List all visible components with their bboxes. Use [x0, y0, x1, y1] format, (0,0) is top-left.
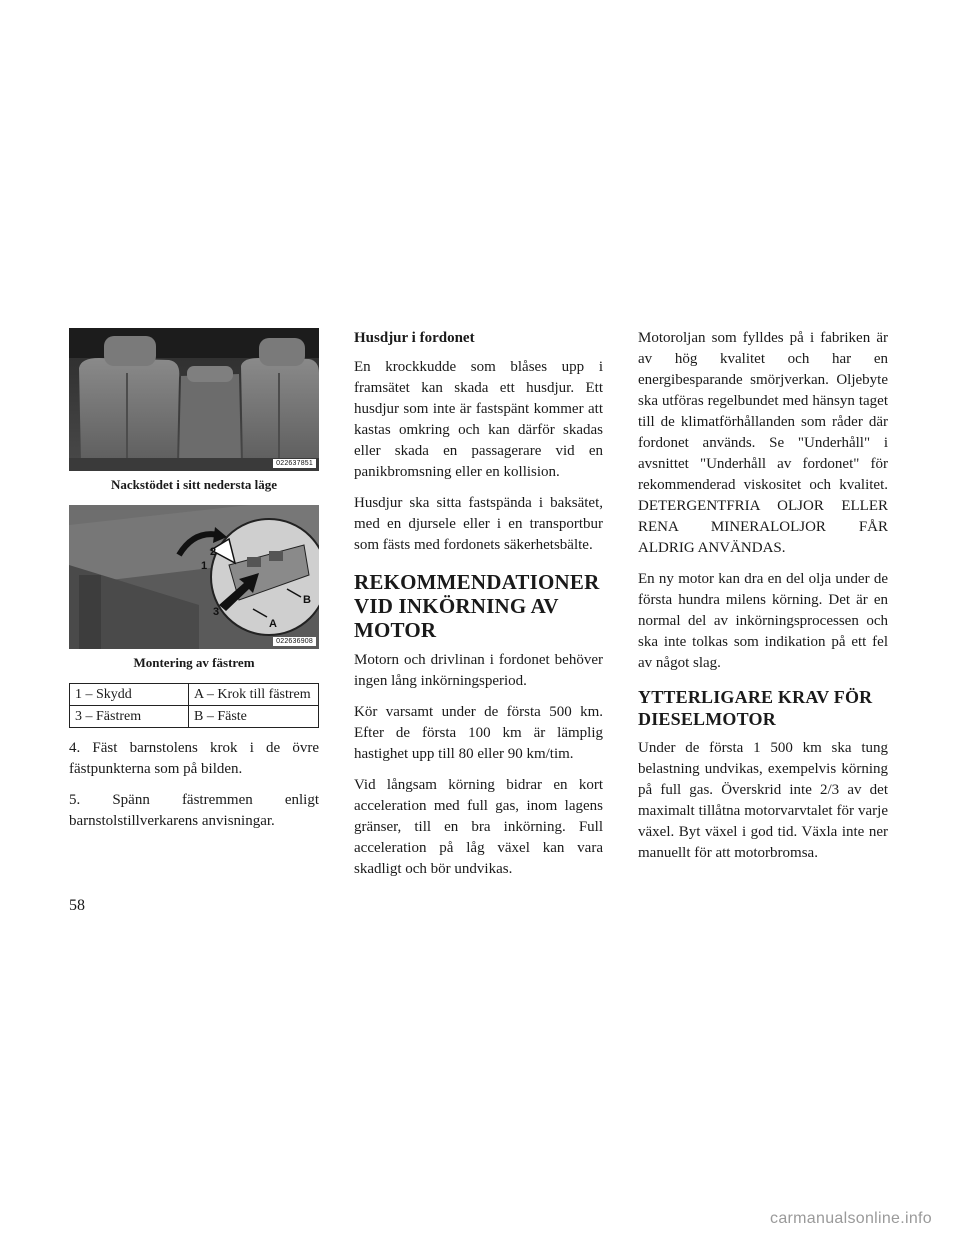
figure-caption: Montering av fästrem — [133, 655, 255, 670]
column-right — [638, 328, 888, 874]
figure-caption: Nackstödet i sitt nedersta läge — [110, 477, 278, 492]
paragraph: Husdjur ska sitta fastspända i baksätet, med en djursele eller i en transportbur som fästs med fordonets säkerhetsbälte. — [354, 495, 603, 553]
paragraph: En krockkudde som blåses upp i framsätet kan skada ett husdjur. Ett husdjur som inte är fastspänt kommer att kastas omkring och kan därför skadas eller skada en passagerare vid en panikbromsning eller en kollision. — [354, 359, 603, 480]
column-left — [69, 328, 319, 842]
figure-code: 022636908 — [273, 637, 316, 646]
paragraph: En ny motor kan dra en del olja under de första hundra milens körning. Det är en normal del av inkörningsprocessen och ska inte tolkas som indikation på ett fel av något slag. — [638, 571, 888, 671]
legend-table — [69, 683, 319, 728]
legend-cell: A – Krok till fästrem — [189, 684, 319, 706]
subheading: Husdjur i fordonet — [354, 330, 475, 346]
paragraph: 5. Spänn fästremmen enligt barnstolstillverkarens anvisningar. — [69, 792, 319, 829]
label-1: 1 — [201, 560, 208, 572]
figure-code: 022637851 — [273, 459, 316, 468]
tether-strap-photo — [69, 505, 319, 649]
paragraph: Motoroljan som fylldes på i fabriken är av hög kvalitet och har en energibesparande smörjverkan. Oljebyte ska utföras regelbundet med hänsyn taget till de klimatförhållanden som råder där fordonet används. Se "Underhåll" i avsnittet "Underhåll av fordonet" för rekommenderad viskositet och kvalitet. DETERGENTFRIA OLJOR ELLER RENA MINERALOLJOR FÅR ALDRIG ANVÄNDAS. — [638, 330, 888, 556]
label-2: 2 — [210, 546, 217, 558]
table-row — [70, 706, 319, 728]
paragraph: Under de första 1 500 km ska tung belastning undvikas, exempelvis körning på full gas. Överskrid inte 2/3 av det maximalt tillåtna motorvarvtalet för varje växel. Byt växel i god tid. Växla inte ner manuellt för att motorbromsa. — [638, 740, 888, 861]
rear-seat-headrest-photo — [69, 328, 319, 471]
legend-cell: 1 – Skydd — [70, 684, 189, 706]
legend-cell: 3 – Fästrem — [70, 706, 189, 728]
tether-illustration — [69, 505, 319, 649]
section-heading: YTTERLIGARE KRAV FÖR DIESELMOTOR — [638, 687, 873, 729]
label-b: B — [303, 594, 311, 606]
table-row — [70, 684, 319, 706]
paragraph: Kör varsamt under de första 500 km. Efter de första 100 km är lämplig hastighet upp till 80 eller 90 km/tim. — [354, 704, 603, 762]
page-number: 58 — [69, 897, 85, 914]
paragraph: Motorn och drivlinan i fordonet behöver ingen lång inkörningsperiod. — [354, 652, 603, 689]
paragraph: 4. Fäst barnstolens krok i de övre fästpunkterna som på bilden. — [69, 740, 319, 777]
paragraph: Vid långsam körning bidrar en kort acceleration med full gas, inom lagens gränser, till en bra inkörning. Full acceleration på låg växel kan vara skadligt och bör undvikas. — [354, 777, 603, 877]
section-heading: REKOMMENDATIONER VID INKÖRNING AV MOTOR — [354, 570, 600, 642]
label-3: 3 — [213, 606, 220, 618]
column-middle — [354, 328, 603, 890]
watermark: carmanualsonline.info — [770, 1210, 932, 1227]
headrest-illustration — [69, 328, 319, 471]
label-a: A — [269, 618, 277, 630]
legend-cell: B – Fäste — [189, 706, 319, 728]
